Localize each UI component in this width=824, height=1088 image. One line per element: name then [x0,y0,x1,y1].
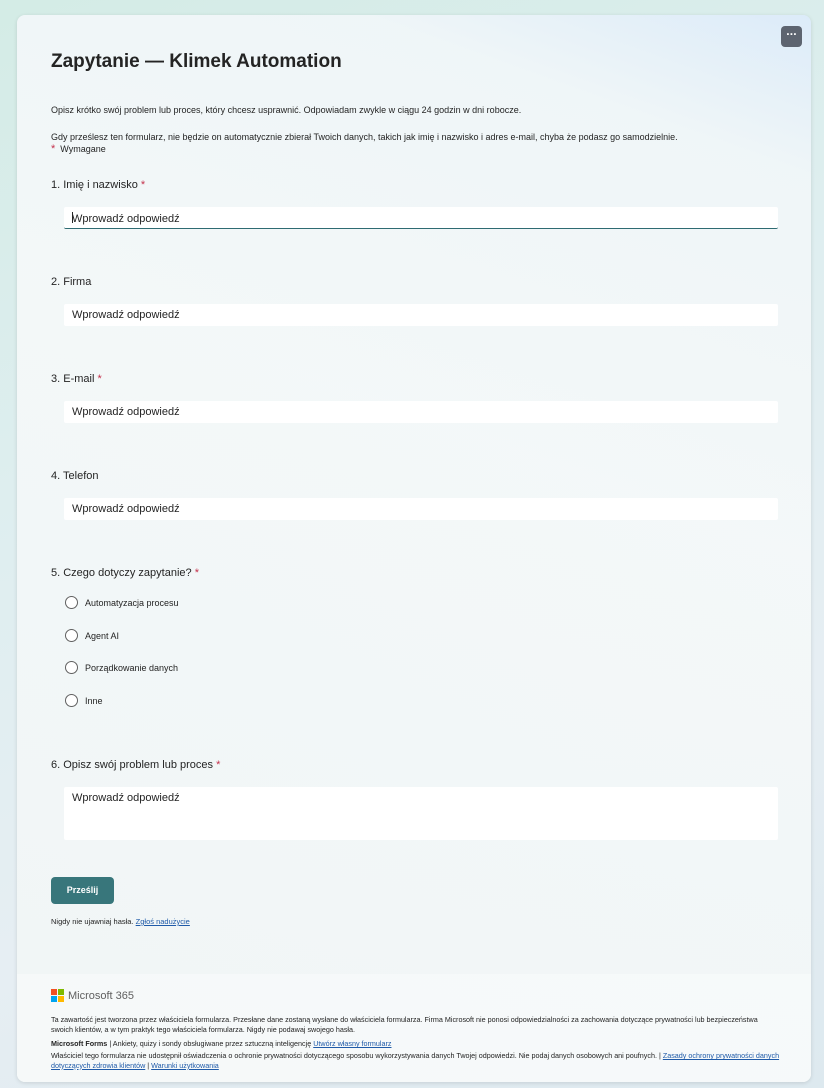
password-warning [51,917,190,926]
radio-option-label: Porządkowanie danych [85,662,179,673]
required-star: * [216,759,221,771]
footer-privacy-line [51,1051,781,1070]
question-4-text: 4. Telefon [51,470,99,482]
form-card [17,15,811,1082]
problem-textarea[interactable] [64,787,778,840]
form-title: Zapytanie — Klimek Automation [51,51,342,72]
forms-brand: Microsoft Forms [51,1039,108,1048]
form-description: Opisz krótko swój problem lub proces, który chcesz usprawnić. Odpowiadam zwykle w ciągu 24 godzin w dni robocze. [51,105,522,115]
password-warning-text: Nigdy nie ujawniaj hasła. [51,917,134,926]
name-input-placeholder: Wprowadź odpowiedź [72,213,180,225]
question-4-label [51,470,99,482]
phone-input-placeholder: Wprowadź odpowiedź [72,503,180,515]
radio-option-agent-ai[interactable] [65,629,119,642]
submit-button[interactable]: Prześlij [51,877,114,904]
privacy-note: Gdy prześlesz ten formularz, nie będzie on automatycznie zbierał Twoich danych, takich jak imię i nazwisko i adres e-mail, chyba że podasz go samodzielnie. [51,132,678,142]
required-label: Wymagane [60,144,106,154]
question-6-label [51,759,220,771]
required-legend [51,143,106,155]
radio-option-label: Agent AI [85,630,120,641]
microsoft-365-label: Microsoft 365 [68,989,135,1002]
microsoft-365-logo [51,989,134,1002]
question-3-text: 3. E-mail [51,373,95,385]
radio-option-label: Inne [85,695,103,706]
question-5-label [51,567,199,579]
report-abuse-link[interactable]: Zgłoś nadużycie [135,917,190,926]
question-1-text: 1. Imię i nazwisko [51,179,138,191]
forms-tagline: | Ankiety, quizy i sondy obsługiwane przez sztuczną inteligencję [109,1039,312,1048]
radio-circle-icon[interactable] [65,596,78,609]
microsoft-logo-icon [51,989,64,1002]
phone-input[interactable] [64,498,778,520]
radio-option-inne[interactable] [65,694,103,707]
question-2-label [51,276,91,288]
radio-circle-icon[interactable] [65,694,78,707]
radio-circle-icon[interactable] [65,661,78,674]
required-star: * [140,179,146,191]
name-input[interactable] [64,207,778,229]
link-separator: | [147,1060,150,1070]
problem-textarea-placeholder: Wprowadź odpowiedź [72,792,180,804]
radio-option-automatyzacja[interactable] [65,596,179,609]
privacy-statement: Właściciel tego formularza nie udostępnił oświadczenia o ochronie prywatności dotyczącego sposobu wykorzystywania danych Twojej odpowiedzi. Nie podaj danych osobowych ani poufnych. | [51,1051,661,1060]
footer-forms-line [51,1039,781,1049]
radio-circle-icon[interactable] [65,629,78,642]
required-star: * [51,143,56,155]
required-star: * [194,567,199,579]
question-5-text: 5. Czego dotyczy zapytanie? [51,567,192,579]
more-options-button[interactable]: ··· [781,26,802,47]
required-star: * [97,373,102,385]
terms-link[interactable]: Warunki użytkowania [151,1060,219,1070]
footer [17,974,811,1082]
question-6-text: 6. Opisz swój problem lub proces [51,759,214,771]
email-input[interactable] [64,401,778,423]
question-1-label [51,179,145,191]
create-form-link[interactable]: Utwórz własny formularz [313,1039,392,1048]
email-input-placeholder: Wprowadź odpowiedź [72,406,180,418]
question-2-text: 2. Firma [51,276,92,288]
radio-option-label: Automatyzacja procesu [85,597,179,608]
radio-option-porzadkowanie[interactable] [65,661,178,674]
question-3-label [51,373,102,385]
footer-disclaimer: Ta zawartość jest tworzona przez właściciela formularza. Przesłane dane zostaną wysłane do właściciela formularza. Firma Microsoft nie ponosi odpowiedzialności za zachowania dotyczące prywatności lub bezpieczeństwa swoich klientów, a w tym praktyk tego właściciela formularza. Nigdy nie podawaj swojego hasła. [51,1015,758,1034]
health-privacy-link[interactable]: Zasady ochrony prywatności danych dotyczących zdrowia klientów [51,1051,780,1070]
company-input[interactable] [64,304,778,326]
company-input-placeholder: Wprowadź odpowiedź [72,309,180,321]
